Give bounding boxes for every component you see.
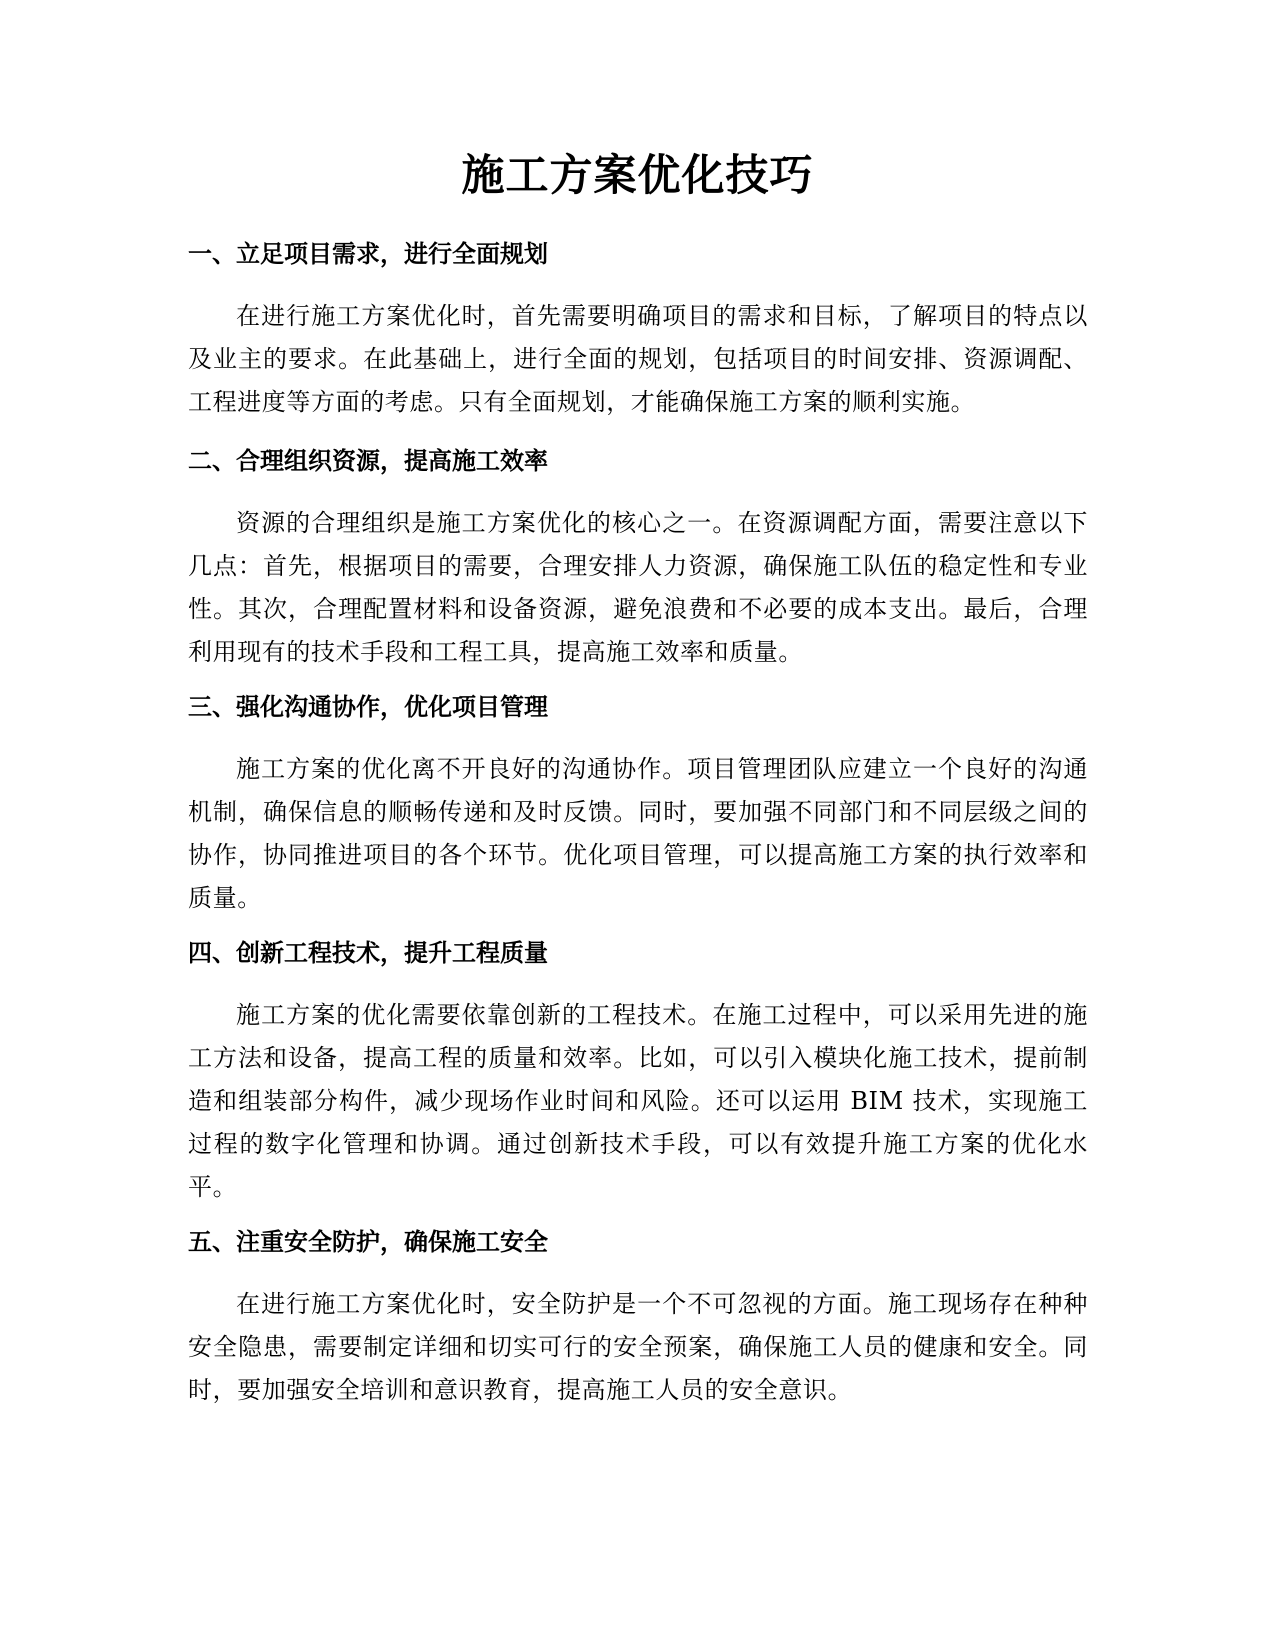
section-heading-2: 二、合理组织资源，提高施工效率 bbox=[188, 447, 548, 475]
document-title: 施工方案优化技巧 bbox=[461, 151, 814, 201]
section-paragraph-5: 在进行施工方案优化时，安全防护是一个不可忽视的方面。施工现场存在种种安全隐患，需要制定详细和切实可行的安全预案，确保施工人员的健康和安全。同时，要加强安全培训和意识教育，提高施工人员的安全意识。 bbox=[188, 1290, 1088, 1404]
section-paragraph-4: 施工方案的优化需要依靠创新的工程技术。在施工过程中，可以采用先进的施工方法和设备，提高工程的质量和效率。比如，可以引入模块化施工技术，提前制造和组装部分构件，减少现场作业时间和风险。还可以运用 BIM 技术，实现施工过程的数字化管理和协调。通过创新技术手段，可以有效提升施工方案的优化水平。 bbox=[188, 1001, 1088, 1201]
section-heading-3: 三、强化沟通协作，优化项目管理 bbox=[188, 693, 548, 721]
section-heading-5: 五、注重安全防护，确保施工安全 bbox=[188, 1228, 548, 1256]
section-paragraph-3: 施工方案的优化离不开良好的沟通协作。项目管理团队应建立一个良好的沟通机制，确保信息的顺畅传递和及时反馈。同时，要加强不同部门和不同层级之间的协作，协同推进项目的各个环节。优化项目管理，可以提高施工方案的执行效率和质量。 bbox=[188, 755, 1088, 912]
section-paragraph-2: 资源的合理组织是施工方案优化的核心之一。在资源调配方面，需要注意以下几点：首先，根据项目的需要，合理安排人力资源，确保施工队伍的稳定性和专业性。其次，合理配置材料和设备资源，避免浪费和不必要的成本支出。最后，合理利用现有的技术手段和工程工具，提高施工效率和质量。 bbox=[188, 509, 1088, 666]
section-heading-1: 一、立足项目需求，进行全面规划 bbox=[188, 240, 548, 268]
section-heading-4: 四、创新工程技术，提升工程质量 bbox=[188, 939, 548, 967]
section-paragraph-1: 在进行施工方案优化时，首先需要明确项目的需求和目标，了解项目的特点以及业主的要求。在此基础上，进行全面的规划，包括项目的时间安排、资源调配、工程进度等方面的考虑。只有全面规划，才能确保施工方案的顺利实施。 bbox=[188, 302, 1088, 416]
